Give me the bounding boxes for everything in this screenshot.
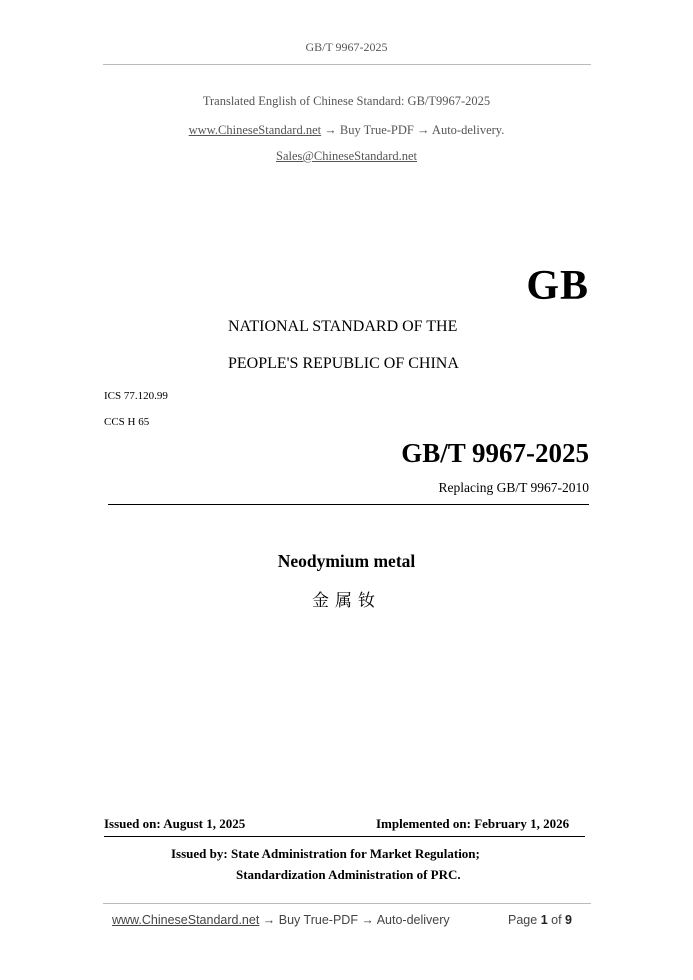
footer-site-link[interactable]: www.ChineseStandard.net — [112, 913, 260, 927]
standard-number: GB/T 9967-2025 — [401, 438, 589, 468]
page-current: 1 — [540, 913, 548, 927]
replacing-note: Replacing GB/T 9967-2010 — [438, 480, 589, 495]
sales-line — [0, 149, 693, 164]
implemented-on-date: Implemented on: February 1, 2026 — [376, 816, 570, 831]
ics-code: ICS 77.120.99 — [104, 390, 168, 402]
buy-text: → Buy True-PDF → Auto-delivery. — [324, 123, 505, 137]
ccs-code: CCS H 65 — [104, 416, 150, 428]
issued-by-line1: Issued by: State Administration for Market Regulation; — [171, 846, 480, 861]
gb-logo: GB — [526, 263, 589, 309]
title-divider — [108, 504, 589, 505]
title-english: Neodymium metal — [277, 551, 416, 571]
issued-by-line2: Standardization Administration of PRC. — [236, 867, 461, 882]
dates-divider — [104, 836, 585, 837]
page-of: of — [551, 913, 562, 927]
running-header-title: GB/T 9967-2025 — [305, 40, 388, 54]
header-divider — [103, 64, 591, 65]
page-total: 9 — [565, 913, 572, 927]
footer-divider — [103, 903, 591, 904]
sales-email-link[interactable]: Sales@ChineseStandard.net — [276, 149, 417, 163]
national-standard-line2: PEOPLE'S REPUBLIC OF CHINA — [228, 355, 459, 372]
page-word: Page — [508, 913, 538, 927]
footer-buy-text: → Buy True-PDF → Auto-delivery — [262, 913, 450, 927]
translation-notice: Translated English of Chinese Standard: GB/T9967-2025 — [202, 94, 491, 108]
site-link[interactable]: www.ChineseStandard.net — [188, 123, 322, 137]
national-standard-line1: NATIONAL STANDARD OF THE — [228, 318, 458, 335]
title-chinese: 金属钕 — [312, 591, 381, 611]
purchase-line — [0, 123, 693, 138]
issued-on-date: Issued on: August 1, 2025 — [104, 816, 246, 831]
footer-purchase-line — [112, 913, 450, 927]
page-indicator — [508, 913, 572, 927]
